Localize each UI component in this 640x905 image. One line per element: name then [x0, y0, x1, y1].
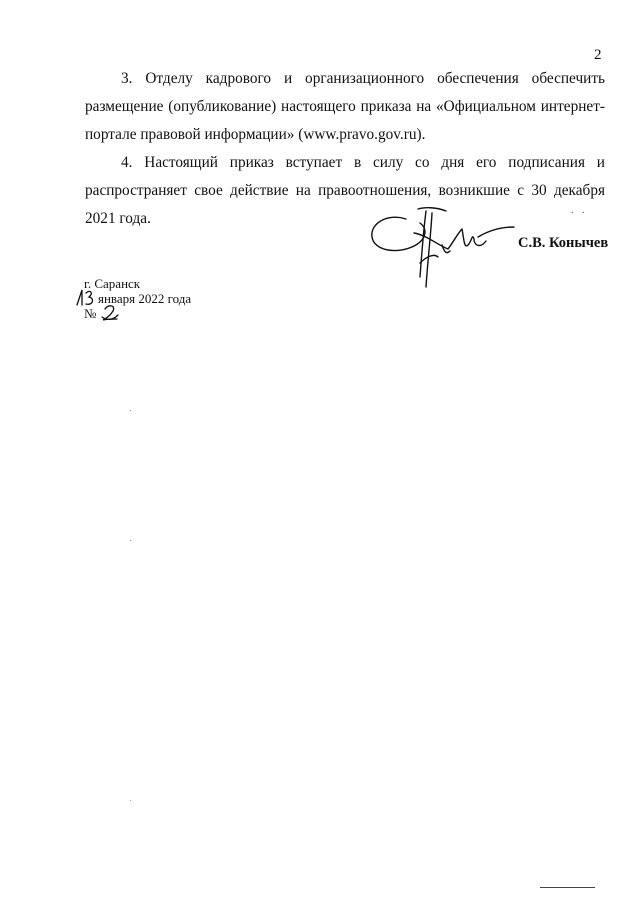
paragraph-4: 4. Настоящий приказ вступает в силу со дня его подписания и распространяет свое действие на правоотношения, возникшие с 30 декабря 2021 года. [85, 154, 605, 227]
handwritten-signature-icon [368, 205, 518, 295]
signer-name: С.В. Конычев [518, 235, 609, 251]
scan-speck [130, 410, 131, 411]
footer-mark [540, 887, 595, 888]
number-label: № [84, 306, 97, 321]
signature-dots: . . [571, 205, 588, 216]
page-number: 2 [594, 47, 602, 63]
scan-speck [130, 540, 131, 541]
handwritten-number-icon [100, 303, 122, 323]
place-date-number [84, 276, 191, 321]
scan-speck [130, 800, 131, 801]
date-printed: января 2022 года [98, 291, 192, 306]
signature-block [368, 205, 618, 295]
number-line [84, 306, 191, 321]
paragraph-3: 3. Отделу кадрового и организационного обеспечения обеспечить размещение (опубликование) настоящего приказа на «Официальном интернет-портале правовой информации» (www.pravo.gov.ru). [85, 70, 605, 143]
city: г. Саранск [84, 276, 141, 291]
city-line [84, 276, 191, 291]
